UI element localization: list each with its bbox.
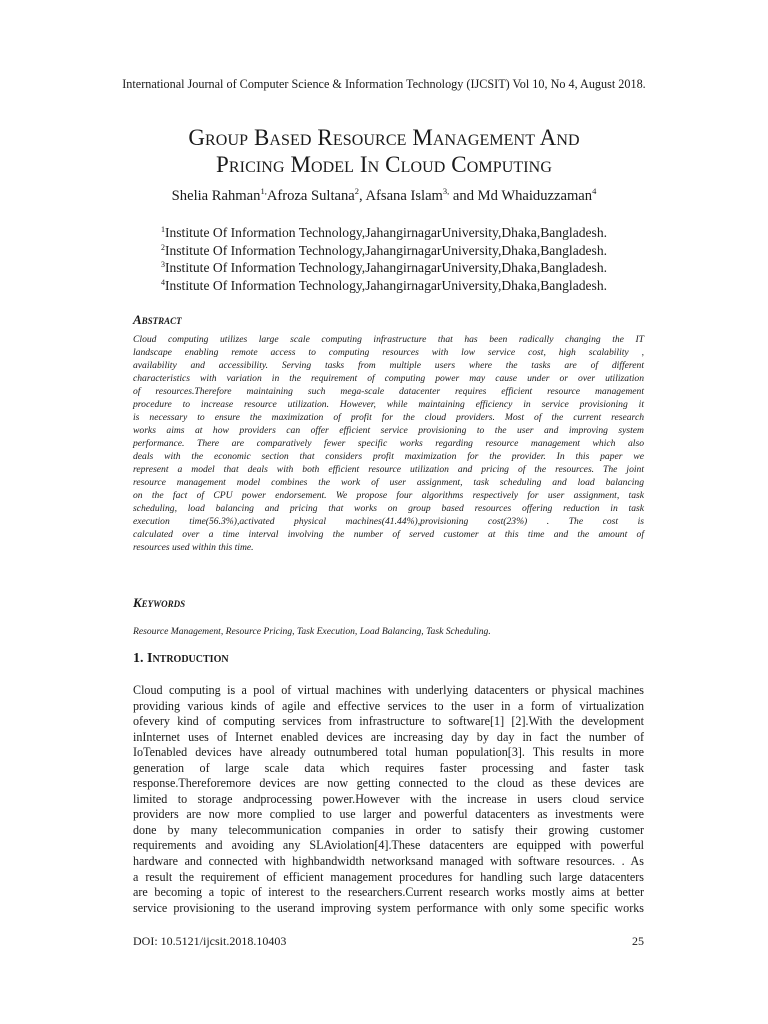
abstract-line: of resources.Therefore maintaining such mega-scale datacenter requires efficient resource management [133, 386, 644, 397]
affiliation-line [0, 259, 768, 277]
abstract-line: availability and accessibility. Serving tasks from multiple users where the tasks are of different [133, 360, 644, 371]
affiliation-text: Institute Of Information Technology,JahangirnagarUniversity,Dhaka,Bangladesh. [164, 242, 608, 258]
author-separator: and [449, 188, 478, 204]
page-number: 25 [632, 934, 644, 948]
abstract-line: represent a model that deals with both efficient resource utilization and pricing of the resources. The joint [133, 464, 644, 475]
introduction-line: ofevery kind of computing services from infrastructure to software[1] [2].With the development [133, 714, 644, 729]
author-name: Shelia Rahman [171, 188, 261, 204]
introduction-line: inInternet uses of Internet enabled devices are increasing day by day in fact the number of [133, 729, 644, 744]
affiliation-number: 4 [160, 277, 165, 287]
abstract-line: resources used within this time. [133, 542, 254, 553]
author-affiliation-mark: 3, [442, 186, 450, 196]
author-separator: , [359, 188, 366, 204]
introduction-line: done by many telecommunication companies in order to satisfy their growing customer [133, 822, 644, 837]
title-line-1: Group Based Resource Management And [188, 125, 580, 150]
author-affiliation-mark: 4 [592, 186, 597, 196]
abstract-line: performance. There are comparatively fewer specific works regarding resource management which also [133, 438, 644, 449]
keywords-heading: Keywords [133, 595, 186, 610]
introduction-line: a result the requirement of efficient management procedures for handling such large datacenters [133, 869, 644, 884]
affiliation-number: 3 [160, 260, 165, 270]
abstract-body [133, 333, 644, 554]
introduction-line: service provisioning to the userand improving system performance with only some specific works [133, 900, 644, 915]
paper-title [0, 124, 768, 178]
abstract-line: calculated over a time interval involving the number of served customer at this time and the amount of [133, 529, 644, 540]
introduction-line: providers are now more complied to use larger and powerful datacenters as investments were [133, 807, 644, 822]
abstract-line: execution time(56.3%),activated physical machines(41.44%),provisioning cost(23%) . The cost is [133, 516, 644, 527]
introduction-line: requirements and avoiding any SLAviolation[4].These datacenters are equipped with powerful [133, 838, 644, 853]
journal-running-header: International Journal of Computer Science & Information Technology (IJCSIT) Vol 10, No 4, August 2018. [122, 77, 646, 91]
affiliation-text: Institute Of Information Technology,JahangirnagarUniversity,Dhaka,Bangladesh. [164, 277, 608, 293]
introduction-line: generation of large scale data which requires faster processing and faster task [133, 760, 644, 775]
affiliation-line [0, 242, 768, 260]
introduction-line: are becoming a topic of interest to the researchers.Current research works mostly aims at better [133, 885, 644, 900]
affiliation-list [0, 224, 768, 294]
affiliation-line [0, 224, 768, 242]
abstract-line: is necessary to ensure the maximization of profit for the cloud providers. Most of the current research [133, 412, 644, 423]
author-name: Afsana Islam [365, 188, 443, 204]
introduction-line: response.Thereforemore devices are now getting connected to the cloud as these devices are [133, 776, 644, 791]
affiliation-number: 2 [160, 242, 165, 252]
affiliation-text: Institute Of Information Technology,JahangirnagarUniversity,Dhaka,Bangladesh. [164, 260, 608, 276]
introduction-line: limited to storage andprocessing power.However with the increase in users cloud service [133, 791, 644, 806]
author-affiliation-mark: 2 [354, 186, 359, 196]
author-name: Afroza Sultana [266, 188, 355, 204]
abstract-line: characteristics with variation in the requirement of computing power may cause under or over utilization [133, 373, 644, 384]
title-line-2: Pricing Model In Cloud Computing [216, 152, 552, 177]
abstract-line: landscape enabling remote access to computing resources with low service cost, high scalability , [133, 347, 644, 358]
doi-footer: DOI: 10.5121/ijcsit.2018.10403 [133, 934, 287, 948]
affiliation-text: Institute Of Information Technology,JahangirnagarUniversity,Dhaka,Bangladesh. [164, 225, 608, 240]
introduction-line: providing various kinds of agile and effective services to the user in a form of virtualization [133, 698, 644, 713]
abstract-line: Cloud computing utilizes large scale computing infrastructure that has been radically changing the IT [133, 334, 644, 345]
abstract-line: deals with the economic section that considers profit maximization for the provider. In this paper we [133, 451, 644, 462]
author-list [0, 187, 768, 205]
abstract-line: works aims at how providers can offer efficient service provisioning to the user and improving system [133, 425, 644, 436]
introduction-body [133, 683, 644, 916]
introduction-heading: 1. Introduction [133, 651, 229, 666]
affiliation-line [0, 277, 768, 295]
introduction-line: Cloud computing is a pool of virtual machines with underlying datacenters or physical machines [133, 683, 644, 697]
abstract-line: resource management model combines the work of user assignment, task scheduling and load balancing [133, 477, 644, 488]
keywords-text: Resource Management, Resource Pricing, Task Execution, Load Balancing, Task Scheduling. [133, 626, 491, 637]
author-affiliation-mark: 1, [260, 186, 267, 196]
introduction-line: IoTenabled devices have already outnumbered total human population[3]. This results in more [133, 745, 644, 760]
introduction-line: hardware and connected with highbandwidth networksand managed with software resources. . As [133, 854, 644, 869]
abstract-line: scheduling, load balancing and pricing that works on group based resources offering reduction in task [133, 503, 644, 514]
author-name: Md Whaiduzzaman [477, 188, 593, 204]
abstract-line: on the fact of CPU power endorsement. We propose four algorithms respectively for user assignment, task [133, 490, 644, 501]
abstract-heading: Abstract [133, 312, 182, 327]
abstract-line: procedure to increase resource utilization. However, while maintaining efficiency in service provisioning it [133, 399, 644, 410]
affiliation-number: 1 [160, 225, 165, 234]
